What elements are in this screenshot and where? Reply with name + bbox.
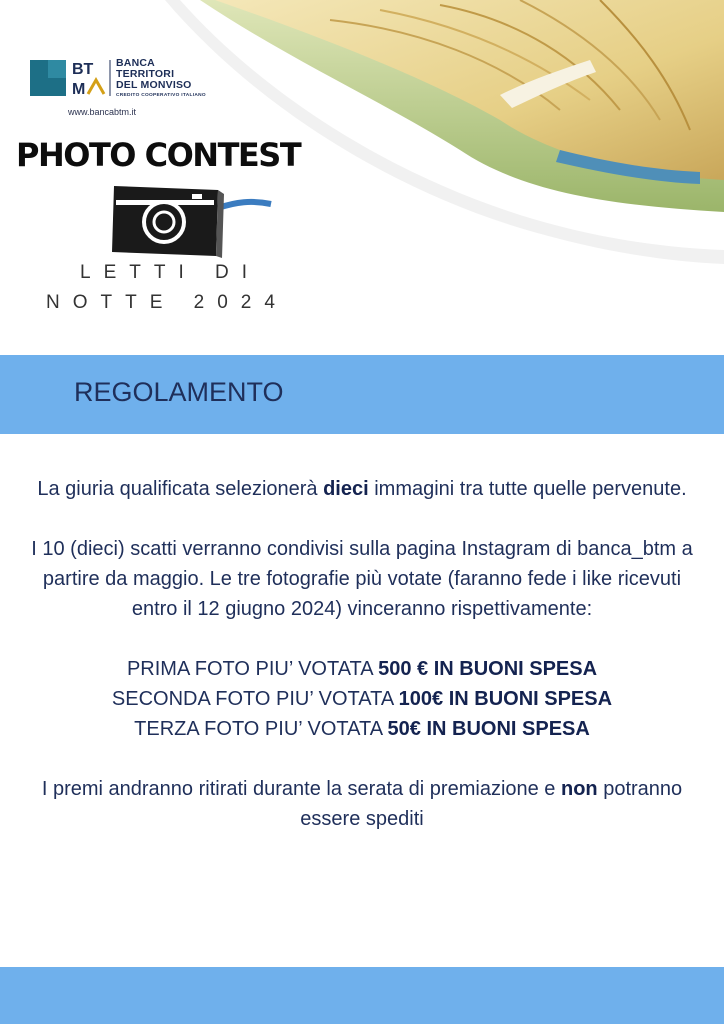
logo-name-line: BANCA xyxy=(116,57,155,69)
logo-name-line: DEL MONVISO xyxy=(116,79,192,91)
header xyxy=(0,0,724,355)
event-name-line1: LETTI DI xyxy=(80,262,261,283)
footer-band xyxy=(0,967,724,1024)
svg-text:M: M xyxy=(72,81,86,98)
paragraph-instagram: I 10 (dieci) scatti verranno condivisi sulla pagina Instagram di banca_btm a partire da maggio. Le tre fotografie più votate (faranno fede i like ricevuti entro il 12 giugno 2024) vinceranno rispettivamente: xyxy=(31,538,693,620)
section-title: REGOLAMENTO xyxy=(74,377,284,407)
camera-icon xyxy=(106,180,276,260)
logo-tagline: CREDITO COOPERATIVO ITALIANO xyxy=(116,93,206,98)
prize-line: PRIMA FOTO PIU’ VOTATA 500 € IN BUONI SPESA xyxy=(126,658,598,680)
event-name-line2: NOTTE 2024 xyxy=(46,292,288,313)
logo-name-line: TERRITORI xyxy=(116,68,175,80)
rules-text xyxy=(20,474,704,834)
contest-title: PHOTO CONTEST xyxy=(16,136,301,174)
logo-letters xyxy=(70,58,112,98)
logo-mark-icon xyxy=(30,60,66,96)
logo-bank-name xyxy=(116,58,192,91)
website-link[interactable]: www.bancabtm.it xyxy=(68,107,137,117)
prize-line: SECONDA FOTO PIU’ VOTATA 100€ IN BUONI SPESA xyxy=(111,688,613,710)
svg-text:BT: BT xyxy=(72,61,94,78)
paragraph-prizes-collection: I premi andranno ritirati durante la serata di premiazione e non potranno essere spediti xyxy=(41,778,683,830)
paragraph-jury: La giuria qualificata selezionerà dieci immagini tra tutte quelle pervenute. xyxy=(37,478,687,500)
prize-line: TERZA FOTO PIU’ VOTATA 50€ IN BUONI SPESA xyxy=(134,718,590,740)
